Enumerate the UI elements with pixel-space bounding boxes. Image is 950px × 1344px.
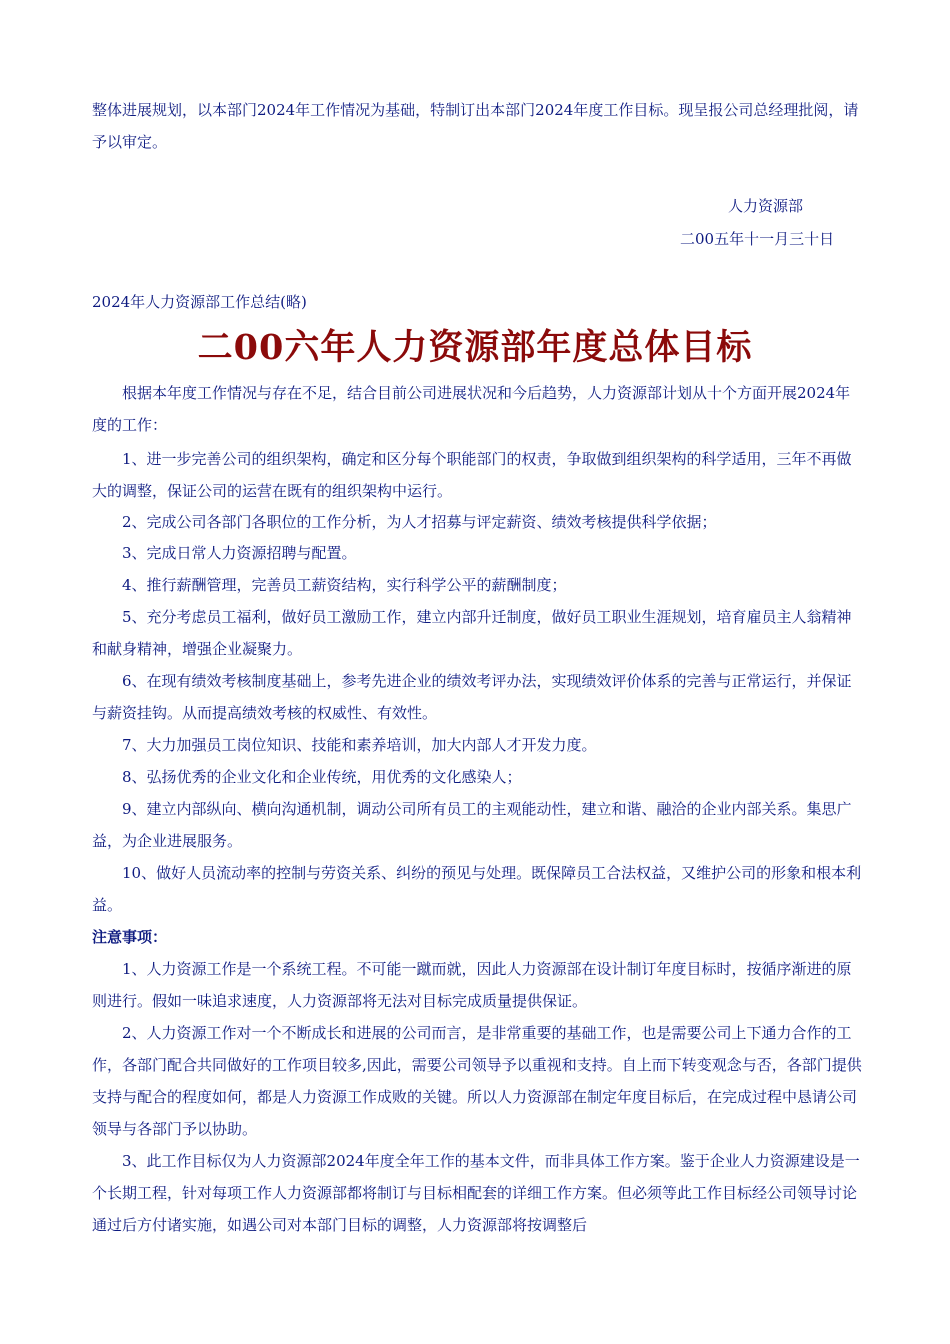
intro-paragraph: 整体进展规划，以本部门2024年工作情况为基础，特制订出本部门2024年度工作目标。现呈报公司总经理批阅，请予以审定。 xyxy=(92,101,859,151)
goal-item-5: 5、充分考虑员工福利，做好员工激励工作，建立内部升迁制度，做好员工职业生涯规划，培育雇员主人翁精神和献身精神，增强企业凝聚力。 xyxy=(92,608,852,658)
goal-item-6: 6、在现有绩效考核制度基础上，参考先进企业的绩效考评办法，实现绩效评价体系的完善与正常运行，并保证与薪资挂钩。从而提高绩效考核的权威性、有效性。 xyxy=(92,672,852,722)
goal-item-9: 9、建立内部纵向、横向沟通机制，调动公司所有员工的主观能动性，建立和谐、融洽的企业内部关系。集思广益，为企业进展服务。 xyxy=(92,800,852,850)
signature-department: 人力资源部 xyxy=(728,197,804,215)
page-title: 二00六年人力资源部年度总体目标 xyxy=(197,327,753,368)
goal-item-7: 7、大力加强员工岗位知识、技能和素养培训，加大内部人才开发力度。 xyxy=(122,736,597,754)
goal-item-4: 4、推行薪酬管理，完善员工薪资结构，实行科学公平的薪酬制度； xyxy=(122,576,567,594)
note-item-2: 2、人力资源工作对一个不断成长和进展的公司而言，是非常重要的基础工作，也是需要公司上下通力合作的工作，各部门配合共同做好的工作项目较多,因此，需要公司领导予以重视和支持。自上而下转变观念与否，各部门提供支持与配合的程度如何，都是人力资源工作成败的关键。所以人力资源部在制定年度目标后，在完成过程中恳请公司领导与各部门予以协助。 xyxy=(92,1024,862,1138)
signature-date: 二00五年十一月三十日 xyxy=(680,230,835,248)
note-item-1: 1、人力资源工作是一个系统工程。不可能一蹴而就，因此人力资源部在设计制订年度目标时，按循序渐进的原则进行。假如一味追求速度，人力资源部将无法对目标完成质量提供保证。 xyxy=(92,960,852,1010)
summary-note: 2024年人力资源部工作总结(略) xyxy=(92,293,307,311)
goal-item-10: 10、做好人员流动率的控制与劳资关系、纠纷的预见与处理。既保障员工合法权益，又维护公司的形象和根本利益。 xyxy=(92,864,862,914)
goal-item-3: 3、完成日常人力资源招聘与配置。 xyxy=(122,544,357,562)
goal-item-8: 8、弘扬优秀的企业文化和企业传统，用优秀的文化感染人； xyxy=(122,768,522,786)
notes-heading: 注意事项： xyxy=(92,928,168,946)
goal-item-2: 2、完成公司各部门各职位的工作分析，为人才招募与评定薪资、绩效考核提供科学依据； xyxy=(122,513,717,531)
note-item-3: 3、此工作目标仅为人力资源部2024年度全年工作的基本文件，而非具体工作方案。鉴于企业人力资源建设是一个长期工程，针对每项工作人力资源部都将制订与目标相配套的详细工作方案。但必须等此工作目标经公司领导讨论通过后方付诸实施，如遇公司对本部门目标的调整，人力资源部将按调整后 xyxy=(92,1152,860,1234)
goal-item-1: 1、进一步完善公司的组织架构，确定和区分每个职能部门的权责，争取做到组织架构的科学适用，三年不再做大的调整，保证公司的运营在既有的组织架构中运行。 xyxy=(92,450,852,500)
lead-paragraph: 根据本年度工作情况与存在不足，结合目前公司进展状况和今后趋势，人力资源部计划从十个方面开展2024年度的工作： xyxy=(92,384,851,434)
